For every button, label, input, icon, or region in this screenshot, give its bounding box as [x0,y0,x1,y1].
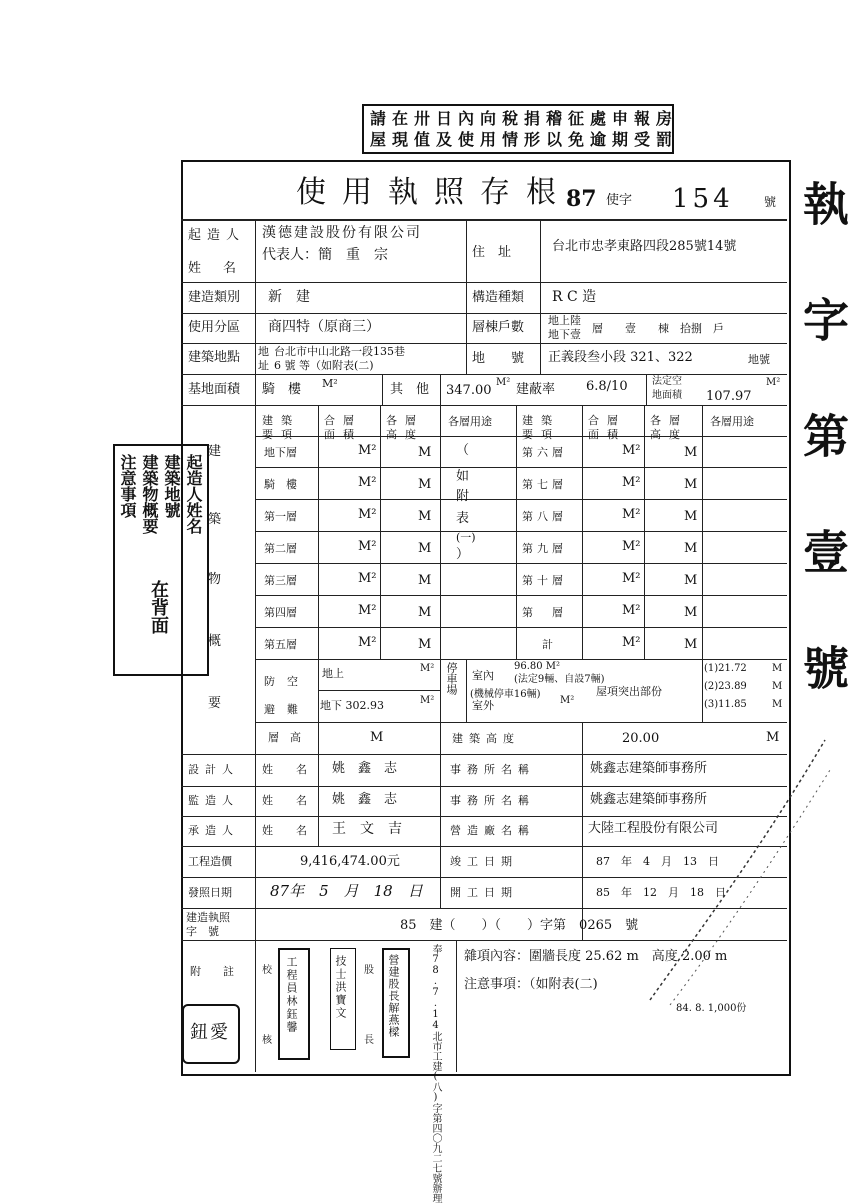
floor-row-label: 第八層 [522,510,567,523]
office-label-2: 事務所名稱 [450,794,535,807]
height-unit: M [418,573,432,588]
summary-head-item-2: 建築要項 [522,414,560,441]
parking-outdoor: 室外 [472,699,494,712]
stamp-smudge [640,730,830,1010]
height-unit: M [418,477,432,492]
stamp-engineer: 工程員林鈺馨 [278,948,310,1060]
contractor-label: 承造人 [188,824,239,837]
structure-label: 構造種類 [472,290,525,305]
applicant-label: 起造人 [188,228,246,243]
protrude-unit-2: M [772,681,783,692]
remarks-content-2: 注意事項：（如附表(二) [464,977,598,992]
summary-head-area-2: 合層面積 [588,414,626,441]
address-label: 住 址 [472,245,512,260]
floor-height-label: 層 高 [268,731,301,744]
contractor-company: 大陸工程股份有限公司 [588,821,719,836]
summary-side-label: 建 築 物 概 要 [208,444,222,711]
parking-indoor-area: 96.80 M² [514,661,561,672]
cost-label: 工程造價 [188,855,232,868]
floor-row-label: 第九層 [522,542,567,555]
floors-detail: 層 壹 棟 拾捌 戶 [592,322,724,335]
area-label: 基地面積 [188,382,241,397]
permit-year: 87 [566,186,597,212]
remarks-label: 附 註 [190,965,234,978]
type-value: 新 建 [268,289,310,305]
protrude-2: (2)23.89 [704,681,747,692]
area-unit: M² [358,603,377,618]
issue-label: 發照日期 [188,886,232,899]
shelter-unit-2: M² [420,695,435,706]
legal-open-unit: M² [766,377,781,388]
notice-line-1: 請在卅日內向稅捐稽征處申報房 [370,109,679,128]
zone-value: 商四特（原商三） [268,319,380,335]
page-title: 使用執照存根 [296,175,572,210]
floor-row-total: 計 [542,638,553,651]
protrude-1: (1)21.72 [704,663,747,674]
parking-note: (法定9輛、自設7輛) [514,674,605,685]
height-unit: M [418,445,432,460]
name-label-3: 姓 名 [262,824,313,837]
area-unit: M² [358,507,377,522]
finish-value: 87 年 4 月 13 日 [596,855,719,868]
height-unit: M [418,605,432,620]
legal-open-label-1: 法定空 [652,376,682,387]
building-height-value: 20.00 [622,731,660,746]
protrude-label: 屋項突出部份 [596,685,662,698]
other-label: 其 他 [390,382,430,397]
applicant-rep: 代表人：簡 重 宗 [262,247,388,263]
finish-label: 竣工日期 [450,855,518,868]
summary-head-use: 各層用途 [448,415,492,428]
protrude-3: (3)11.85 [704,699,747,710]
floor-row-label: 第 層 [522,606,567,619]
floor-row-label: 第三層 [264,574,297,587]
designer-name: 姚 鑫 志 [332,761,398,776]
applicant-name: 漢德建設股份有限公司 [262,225,422,241]
area-unit: M² [358,539,377,554]
summary-head-item: 建築要項 [262,414,300,441]
designer-label: 設計人 [188,763,239,776]
zone-label: 使用分區 [188,320,241,335]
lot-unit: 地號 [748,353,770,366]
name-label: 姓 名 [262,763,313,776]
other-unit: M² [496,377,511,388]
issue-value: 87年 5 月 18 日 [270,882,423,900]
summary-head-area: 合層面積 [324,414,362,441]
floor-height-unit: M [370,730,384,745]
floor-row-label: 地下層 [264,446,297,459]
applicant-address: 台北市忠孝東路四段285號14號 [552,239,737,254]
shelter-unit: M² [420,663,435,674]
shelter-below: 地下 302.93 [320,699,384,712]
summary-head-height: 各層高度 [386,414,424,441]
side-stamp: 起造人姓名 建築地號 建築物概要 注意事項 在背面 [113,444,209,676]
site-address-1: 台北市中山北路一段135巷 [274,345,405,358]
cost-value: 9,416,474.00元 [300,854,400,869]
floors-label: 層棟戶數 [472,320,525,335]
start-value: 85 年 12 月 18 日 [596,886,726,899]
remarks-content-1: 雜項內容：圍牆長度 25.62 m 高度 2.00 m [464,949,728,964]
stamp-section-chief: 營建股長解燕樑 [382,948,410,1058]
site-label: 建築地點 [188,350,241,365]
height-unit: M [418,541,432,556]
area-unit: M² [358,475,377,490]
permit-number: 154 [672,184,734,214]
lot-label: 地 號 [472,351,525,366]
office-label: 事務所名稱 [450,763,535,776]
floor-row-label: 第五層 [264,638,297,651]
supervisor-office: 姚鑫志建築師事務所 [590,792,708,807]
corner-seal: 鈕愛 [182,1004,240,1064]
area-unit: M² [358,443,377,458]
company-label: 營造廠名稱 [450,824,535,837]
legal-open-value: 107.97 [706,389,752,404]
notice-box [362,104,679,154]
contractor-name: 王 文 吉 [332,821,402,837]
structure-value: R C 造 [552,289,597,305]
site-sub-2: 址 [258,359,269,372]
floor-row-label: 第十層 [522,574,567,587]
floor-row-label: 第六層 [522,446,567,459]
floor-row-label: 第一層 [264,510,297,523]
supervisor-label: 監造人 [188,794,239,807]
floor-row-label: 第四層 [264,606,297,619]
name-label-2: 姓 名 [262,794,313,807]
right-edge-text: 執字第壹號 [796,180,850,760]
floor-row-label: 第二層 [264,542,297,555]
floors-below: 地下壹 [548,328,581,341]
height-unit: M [418,637,432,652]
summary-head-use-2: 各層用途 [710,415,754,428]
building-height-label: 建築高度 [452,732,520,745]
applicant-label-name: 姓名 [188,261,259,276]
supervisor-name: 姚 鑫 志 [332,792,398,807]
floor-row-label: 第七層 [522,478,567,491]
permit-label-1: 建造執照 [186,911,230,924]
print-note: 84. 8. 1,000份 [676,1003,747,1014]
parking-outdoor-unit: M² [560,695,575,706]
site-sub-1: 地 [258,345,269,358]
coverage-value: 6.8/10 [586,379,628,394]
height-unit: M [418,509,432,524]
area-unit: M² [358,571,377,586]
notice-line-2: 屋現值及使用情形以免逾期受罰 [370,130,679,149]
arcade-unit: M² [322,377,338,390]
designer-office: 姚鑫志建築師事務所 [590,761,708,776]
building-height-unit: M [766,730,780,745]
col-chief: 長 [364,1035,374,1046]
legal-open-label-2: 地面積 [652,390,682,401]
start-label: 開工日期 [450,886,518,899]
col-section: 股 [364,965,374,976]
permit-label-2: 字 號 [186,925,219,938]
type-label: 建造類別 [188,290,241,305]
protrude-unit-3: M [772,699,783,710]
lot-value: 正義段叁小段 321、322 [548,350,693,365]
col-verify: 核 [262,1035,272,1046]
parking-outdoor-note: (機械停車16輛) [470,689,541,700]
summary-head-height-2: 各層高度 [650,414,688,441]
col-check: 校 [262,965,272,976]
stamp-technician: 技士洪寶文 [330,948,356,1050]
other-value: 347.00 [446,383,492,398]
area-unit: M² [358,635,377,650]
arcade-label: 騎 樓 [262,382,302,397]
shelter-above: 地上 [322,667,344,680]
protrude-unit-1: M [772,663,783,674]
parking-indoor: 室內 [472,669,494,682]
permit-suffix: 號 [764,195,777,209]
site-address-2: 6 號 等（如附表(二) [274,359,374,372]
floors-above: 地上陸 [548,314,581,327]
permit-prefix: 使字 [606,193,633,208]
approval-reference: 奉78.7.14北市工建(八)字第四〇九二七號辦理 [430,944,441,1203]
floor-row-label: 騎 樓 [264,478,297,491]
coverage-label: 建蔽率 [516,382,556,397]
permit-value: 85 建（ ）（ ）字第 0265 號 [400,918,639,933]
shelter-label: 防空避難 [264,675,310,716]
